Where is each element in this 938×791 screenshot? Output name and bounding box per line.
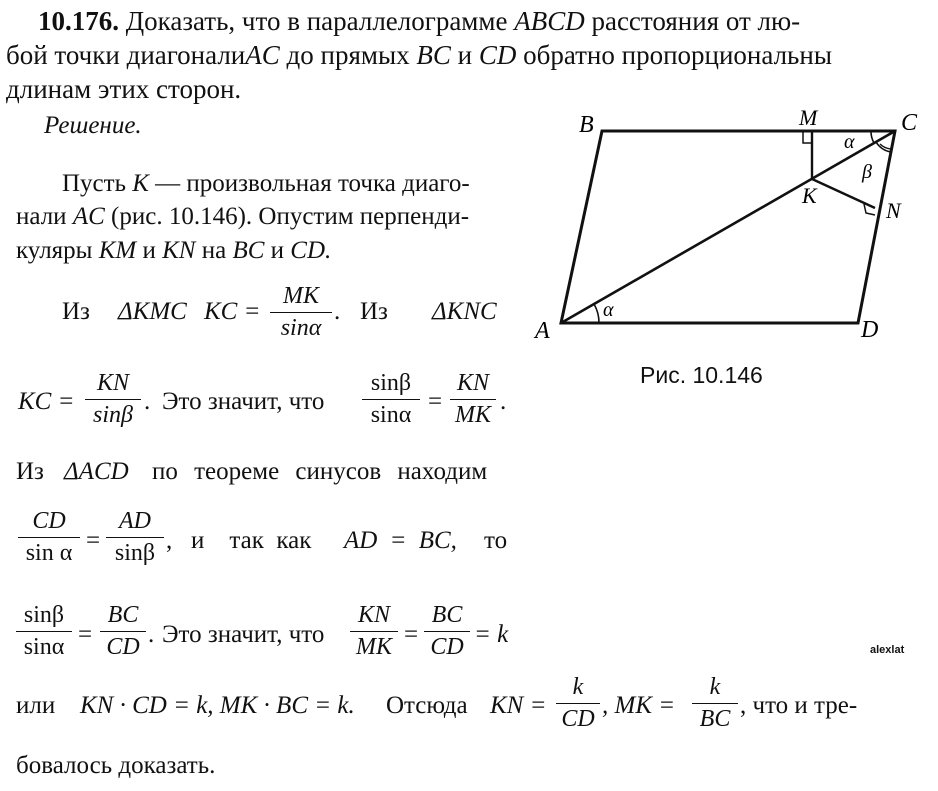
triangle-knc: ΔKNC <box>432 298 497 325</box>
label-d: D <box>861 317 879 343</box>
text: на <box>201 237 227 264</box>
label-c: C <box>901 110 918 136</box>
denominator: CD <box>561 706 595 732</box>
period: . <box>144 388 151 415</box>
fraction-bar <box>18 537 80 538</box>
math-var: BC <box>232 237 265 264</box>
equals: = <box>404 621 419 648</box>
fraction-bar <box>85 399 141 400</box>
equals: = <box>428 388 443 415</box>
solution-line-1 <box>62 170 470 198</box>
denominator: MK <box>356 634 392 660</box>
numerator: sinβ <box>370 370 412 396</box>
fraction-bar <box>424 631 470 632</box>
text-hence: Отсюда <box>386 692 468 719</box>
fraction-bar <box>450 399 496 400</box>
period: . <box>148 621 155 648</box>
numerator: MK <box>283 283 319 309</box>
numerator: sinβ <box>23 602 65 628</box>
label-a: A <box>535 318 550 344</box>
math-var: KN <box>162 237 196 264</box>
equals: = <box>86 527 101 554</box>
fraction-bar <box>100 631 146 632</box>
text: и <box>270 237 285 264</box>
fraction-bar <box>350 631 398 632</box>
fraction-kn-mk-2 <box>350 602 398 661</box>
period: . <box>500 388 507 415</box>
kn-eq: KN = <box>490 692 547 719</box>
text-means: Это значит, что <box>162 388 325 415</box>
problem-text: обратно пропорциональны <box>523 40 832 70</box>
denominator: CD <box>106 634 140 660</box>
text: нали <box>16 203 67 230</box>
problem-text: бой точки диагонали <box>6 40 246 70</box>
text-iz: Из <box>62 298 90 325</box>
figure-name: ABCD <box>514 6 585 36</box>
text-iz: Из <box>16 458 44 485</box>
fraction-bc-cd-2 <box>424 602 470 661</box>
numerator: KN <box>96 370 129 396</box>
text: Пусть <box>62 170 126 197</box>
numerator: BC <box>107 602 139 628</box>
fraction-bar <box>362 399 420 400</box>
fraction-sinb-sina-2 <box>16 602 72 661</box>
denominator: CD <box>430 634 464 660</box>
problem-line-3: длинам этих сторон. <box>6 74 242 104</box>
denominator: sinα <box>280 315 322 341</box>
label-alpha-c: α <box>844 131 855 153</box>
problem-line-1 <box>38 6 800 36</box>
denominator: sinβ <box>93 402 133 428</box>
problem-line-2 <box>6 40 832 70</box>
numerator: CD <box>32 508 66 534</box>
fraction-bar <box>692 703 738 704</box>
fraction-bar <box>556 703 600 704</box>
denominator: MK <box>455 402 491 428</box>
mk-eq: , MK = <box>602 692 676 719</box>
text-and-as: , и так как <box>166 527 312 554</box>
parallelogram-figure <box>525 100 925 400</box>
text: куляры <box>16 237 93 264</box>
numerator: BC <box>431 602 463 628</box>
problem-text: расстояния от лю- <box>591 6 801 36</box>
numerator: k <box>572 674 584 700</box>
solution-line-2 <box>16 203 469 231</box>
angle-arc-a <box>594 304 599 323</box>
numerator: KN <box>357 602 390 628</box>
math-var: BC <box>416 40 451 70</box>
text-iz: Из <box>360 298 388 325</box>
kc-eq-2: KC = <box>18 388 75 415</box>
fraction-sinb-sina <box>362 370 420 429</box>
solution-heading: Решение. <box>44 112 142 139</box>
fraction-kn-sinb <box>85 370 141 429</box>
text-tail: , что и тре- <box>740 692 858 719</box>
fraction-bar <box>16 631 72 632</box>
text: — произвольная точка диаго- <box>155 170 470 197</box>
text-or: или <box>16 692 56 719</box>
denominator: sinβ <box>114 540 156 566</box>
problem-number: 10.176. <box>38 6 119 36</box>
problem-text: и <box>457 40 473 70</box>
denominator: sinα <box>370 402 412 428</box>
denominator: sin α <box>25 540 73 566</box>
problem-text: Доказать, что в параллелограмме <box>125 6 508 36</box>
fraction-k-cd <box>556 674 600 733</box>
fraction-mk-sina <box>270 283 332 342</box>
period: . <box>334 298 341 325</box>
math-var: KM <box>98 237 137 264</box>
kc-eq-1: KC = <box>204 298 261 325</box>
solution-line-3 <box>16 237 331 265</box>
problem-text: до прямых <box>286 40 410 70</box>
text-then: то <box>484 527 508 554</box>
denominator: sinα <box>23 634 65 660</box>
math-var: CD. <box>290 237 332 264</box>
fraction-cd-sina <box>18 508 80 567</box>
signature: alexlat <box>870 644 905 656</box>
fraction-ad-sinb <box>106 508 164 567</box>
math-var: K <box>132 170 149 197</box>
numerator: KN <box>456 370 489 396</box>
math-var: CD <box>478 40 517 70</box>
triangle-acd: ΔACD <box>64 458 129 485</box>
fraction-bc-cd <box>100 602 146 661</box>
text-last: бовалось доказать. <box>16 752 216 779</box>
triangle-kmc: ΔKMC <box>118 298 187 325</box>
label-beta: β <box>862 161 872 183</box>
label-m: M <box>799 105 818 130</box>
fraction-k-bc <box>692 674 738 733</box>
numerator: k <box>709 674 721 700</box>
label-k: K <box>802 183 817 208</box>
text: (рис. 10.146). Опустим перпенди- <box>111 203 470 230</box>
equals: = <box>78 621 93 648</box>
denominator: BC <box>699 706 731 732</box>
text-sines: по теореме синусов находим <box>152 458 488 485</box>
ad-equals-bc: AD = BC, <box>344 527 457 554</box>
text: и <box>142 237 156 264</box>
text-means: Это значит, что <box>162 621 325 648</box>
figure-caption: Рис. 10.146 <box>640 362 763 388</box>
fraction-kn-mk <box>450 370 496 429</box>
equals-k: = k <box>474 621 509 648</box>
label-b: B <box>579 112 594 138</box>
label-alpha-a: α <box>603 299 614 321</box>
math-var: AC <box>72 203 105 230</box>
label-n: N <box>886 198 901 223</box>
numerator: AD <box>119 508 151 534</box>
math-var: AC <box>245 40 280 70</box>
angle-arc-c-alpha <box>871 131 874 143</box>
fraction-bar <box>270 312 332 313</box>
right-angle-m <box>803 131 812 143</box>
products: KN · CD = k, MK · BC = k. <box>80 692 355 719</box>
fraction-bar <box>106 537 164 538</box>
diagonal-ac <box>561 131 895 323</box>
perpendicular-kn <box>812 179 875 208</box>
